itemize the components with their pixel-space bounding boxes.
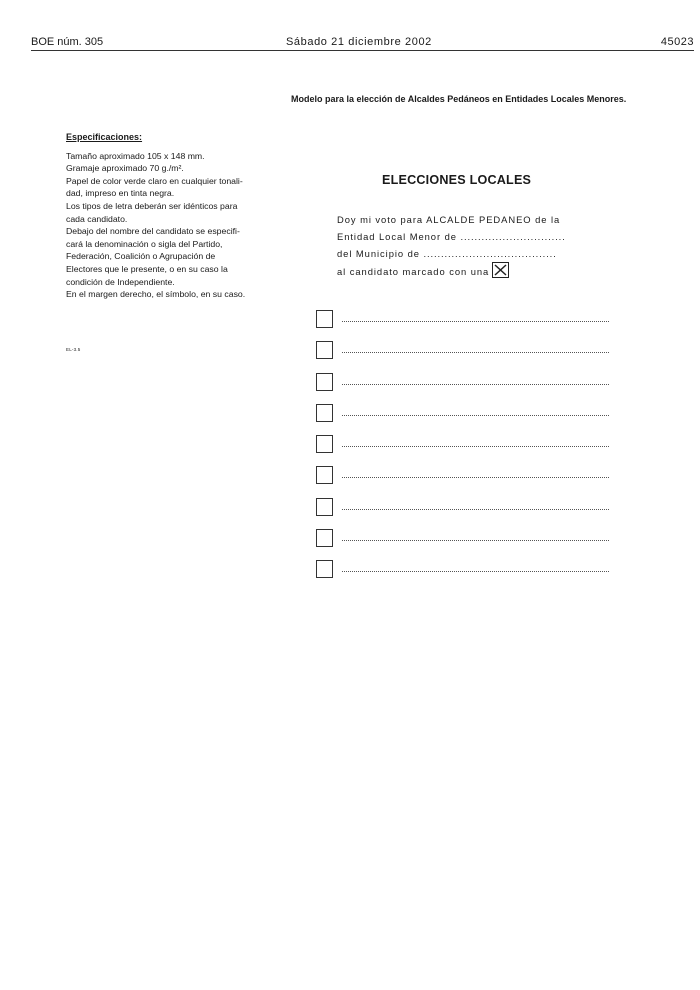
candidate-name-line xyxy=(342,446,609,447)
ballot-line-3 xyxy=(337,245,566,262)
publication-date: Sábado 21 diciembre 2002 xyxy=(286,36,432,48)
bulletin-number: BOE núm. 305 xyxy=(31,36,104,48)
candidate-checkbox[interactable] xyxy=(316,466,333,484)
page-number: 45023 xyxy=(660,36,694,48)
spec-line: Federación, Coalición o Agrupación de xyxy=(66,251,216,262)
spec-line: Los tipos de letra deberán ser idénticos para xyxy=(66,200,238,211)
municipality-fill-dots: ...................................... xyxy=(423,248,557,259)
spec-line: Papel de color verde claro en cualquier tonali- xyxy=(66,175,243,186)
candidate-checkbox[interactable] xyxy=(316,435,333,453)
candidate-row xyxy=(316,435,609,466)
municipality-label: del Municipio de xyxy=(337,248,420,259)
spec-line: dad, impreso en tinta negra. xyxy=(66,188,175,199)
entity-label: Entidad Local Menor de xyxy=(337,231,457,242)
reference-code: EL-3.5 xyxy=(66,347,81,352)
ballot-line-1: Doy mi voto para ALCALDE PEDANEO de la xyxy=(337,214,561,225)
candidate-checkbox[interactable] xyxy=(316,529,333,547)
candidate-name-line xyxy=(342,415,609,416)
candidate-name-line xyxy=(342,509,609,510)
candidate-row xyxy=(316,404,609,435)
spec-line: Tamaño aproximado 105 x 148 mm. xyxy=(66,150,205,161)
x-mark-icon xyxy=(492,262,509,278)
candidate-checkbox[interactable] xyxy=(316,373,333,391)
page-header xyxy=(31,36,694,51)
specifications-heading: Especificaciones: xyxy=(66,132,143,142)
spec-line: condición de Independiente. xyxy=(66,276,175,287)
candidate-name-line xyxy=(342,477,609,478)
candidate-name-line xyxy=(342,540,609,541)
spec-line: Electores que le presente, o en su caso la xyxy=(66,263,228,274)
ballot-line-4 xyxy=(337,262,566,280)
candidate-name-line xyxy=(342,384,609,385)
candidate-name-line xyxy=(342,352,609,353)
entity-fill-dots: .............................. xyxy=(460,231,566,242)
candidate-row xyxy=(316,529,609,560)
spec-line: cará la denominación o sigla del Partido, xyxy=(66,238,223,249)
candidate-checkbox[interactable] xyxy=(316,310,333,328)
candidate-checkbox[interactable] xyxy=(316,560,333,578)
spec-line: Debajo del nombre del candidato se especifi- xyxy=(66,226,240,237)
mark-instruction: al candidato marcado con una xyxy=(337,266,490,277)
ballot-title: ELECCIONES LOCALES xyxy=(382,173,532,187)
candidate-name-line xyxy=(342,321,609,322)
candidate-name-line xyxy=(342,571,609,572)
candidate-checkbox[interactable] xyxy=(316,498,333,516)
candidate-row xyxy=(316,341,609,372)
candidate-row xyxy=(316,466,609,497)
model-title: Modelo para la elección de Alcaldes Pedáneos en Entidades Locales Menores. xyxy=(291,94,627,104)
candidate-row xyxy=(316,310,609,341)
candidate-row xyxy=(316,373,609,404)
spec-line: En el margen derecho, el símbolo, en su caso. xyxy=(66,289,246,300)
spec-line: cada candidato. xyxy=(66,213,128,224)
ballot-text xyxy=(337,211,566,280)
candidate-list xyxy=(316,310,609,592)
candidate-row xyxy=(316,498,609,529)
ballot-line-2 xyxy=(337,228,566,245)
spec-line: Gramaje aproximado 70 g./m². xyxy=(66,163,184,174)
candidate-checkbox[interactable] xyxy=(316,404,333,422)
specifications-block xyxy=(66,131,281,301)
candidate-checkbox[interactable] xyxy=(316,341,333,359)
candidate-row xyxy=(316,560,609,591)
